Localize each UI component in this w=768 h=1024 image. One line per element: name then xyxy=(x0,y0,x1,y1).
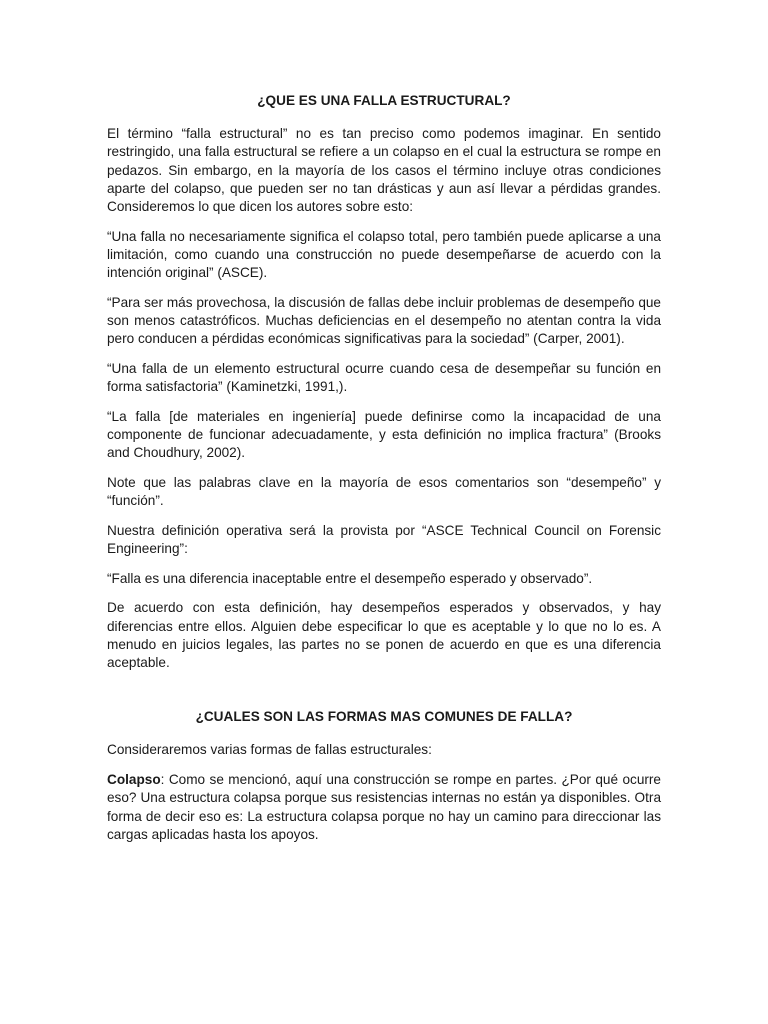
term-colapso: Colapso xyxy=(107,772,161,788)
paragraph-colapso xyxy=(107,771,661,844)
quote-asce: “Una falla no necesariamente significa el colapso total, pero también puede aplicarse a una limitación, como cuando una construcción no puede desempeñarse de acuerdo con la intención original” (ASCE). xyxy=(107,228,661,281)
section-heading-formas-falla: ¿CUALES SON LAS FORMAS MAS COMUNES DE FALLA? xyxy=(195,709,573,725)
paragraph-palabras-clave: Note que las palabras clave en la mayoría de esos comentarios son “desempeño” y “función”. xyxy=(107,474,661,509)
quote-kaminetzki: “Una falla de un elemento estructural ocurre cuando cesa de desempeñar su función en forma satisfactoria” (Kaminetzki, 1991,). xyxy=(107,360,661,395)
document-page xyxy=(107,92,661,856)
paragraph-definicion-operativa: Nuestra definición operativa será la provista por “ASCE Technical Council on Forensic Engineering”: xyxy=(107,522,661,557)
paragraph-intro-formas: Consideraremos varias formas de fallas estructurales: xyxy=(107,742,432,758)
colapso-description: : Como se mencionó, aquí una construcción se rompe en partes. ¿Por qué ocurre eso? Una estructura colapsa porque sus resistencias internas no están ya disponibles. Otra forma de decir eso es: La estructura colapsa porque no hay un camino para direccionar las cargas aplicadas hasta los apoyos. xyxy=(107,772,661,842)
quote-carper: “Para ser más provechosa, la discusión de fallas debe incluir problemas de desempeño que son menos catastróficos. Muchas deficiencias en el desempeño no atentan contra la vida pero conducen a pérdidas económicas significativas para la sociedad” (Carper, 2001). xyxy=(107,294,661,347)
paragraph-definicion-termino: El término “falla estructural” no es tan preciso como podemos imaginar. En sentido restringido, una falla estructural se refiere a un colapso en el cual la estructura se rompe en pedazos. Sin embargo, en la mayoría de los casos el término incluye otras condiciones aparte del colapso, que pueden ser no tan drásticas y aun así llevar a pérdidas grandes. Consideremos lo que dicen los autores sobre esto: xyxy=(107,126,661,215)
quote-brooks-choudhury: “La falla [de materiales en ingeniería] puede definirse como la incapacidad de una componente de funcionar adecuadamente, y esta definición no implica fractura” (Brooks and Choudhury, 2002). xyxy=(107,408,661,461)
quote-definicion-falla: “Falla es una diferencia inaceptable entre el desempeño esperado y observado”. xyxy=(107,570,593,586)
paragraph-diferencias: De acuerdo con esta definición, hay desempeños esperados y observados, y hay diferencias entre ellos. Alguien debe especificar lo que es aceptable y lo que no lo es. A menudo en juicios legales, las partes no se ponen de acuerdo en que es una diferencia aceptable. xyxy=(107,600,661,671)
section-heading-falla-estructural: ¿QUE ES UNA FALLA ESTRUCTURAL? xyxy=(257,93,511,108)
